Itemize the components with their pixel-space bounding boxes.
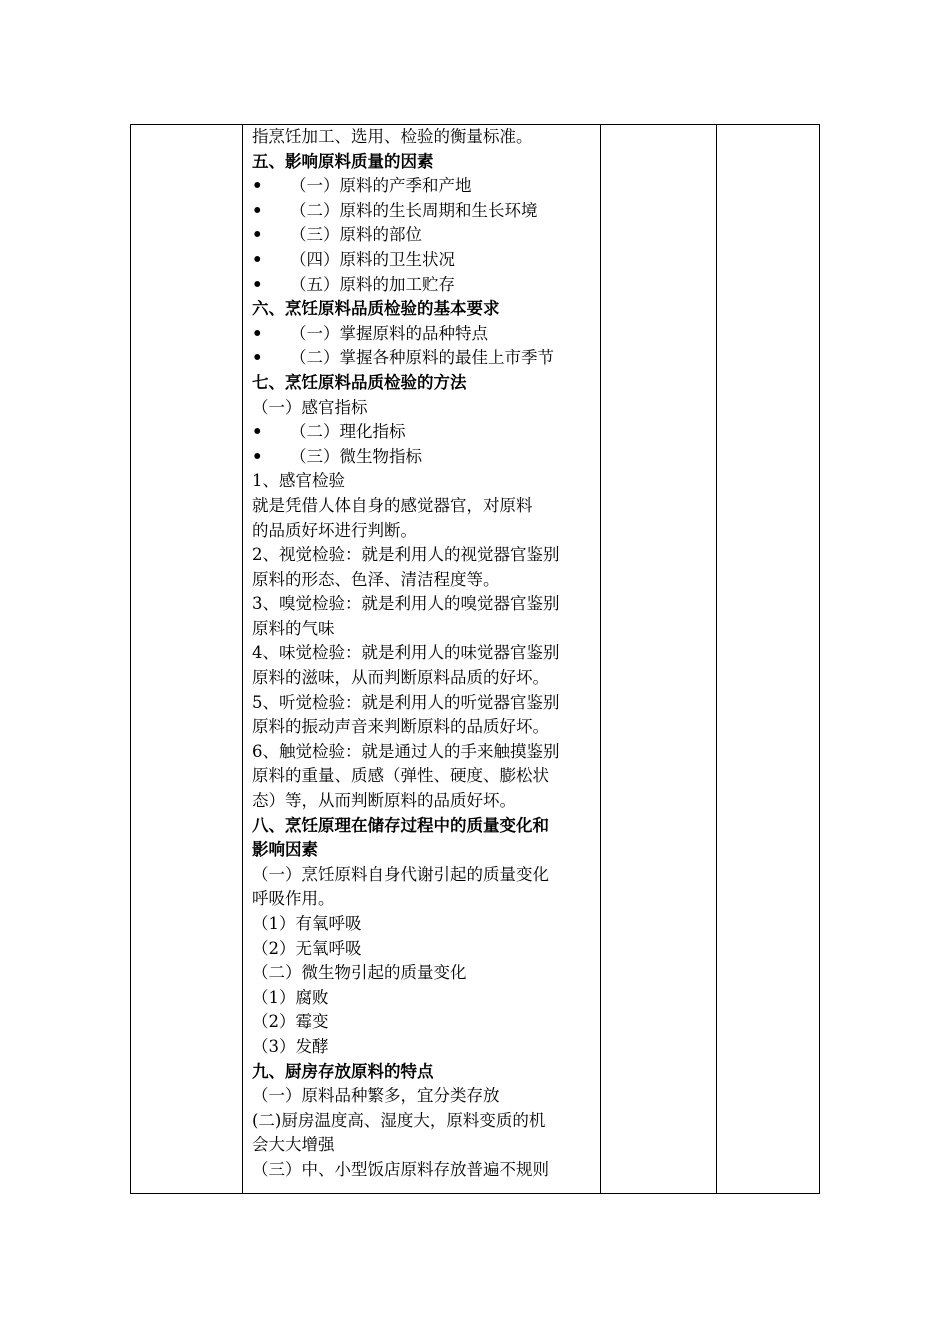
text-line: （2）无氧呼吸 bbox=[252, 938, 362, 958]
text-line: 6、触觉检验：就是通过人的手来触摸鉴别 bbox=[252, 741, 560, 761]
text-line: 3、嗅觉检验：就是利用人的嗅觉器官鉴别 bbox=[252, 594, 560, 614]
text-line: 原料的滋味，从而判断原料品质的好坏。 bbox=[252, 668, 549, 688]
text-line: （1）腐败 bbox=[252, 987, 329, 1007]
text-line: （二）微生物引起的质量变化 bbox=[252, 963, 467, 983]
text-line: 原料的重量、质感（弹性、硬度、膨松状 bbox=[252, 766, 549, 786]
text-line: 5、听觉检验：就是利用人的听觉器官鉴别 bbox=[252, 692, 560, 712]
text-line: （三）中、小型饭店原料存放普遍不规则 bbox=[252, 1159, 549, 1179]
bullet-item: • （三）原料的部位 bbox=[252, 223, 610, 248]
bullet-item: • （三）微生物指标 bbox=[252, 445, 610, 470]
bullet-item: • （二）原料的生长周期和生长环境 bbox=[252, 199, 610, 224]
text-line: 会大大增强 bbox=[252, 1135, 335, 1155]
section-heading: 六、烹饪原料品质检验的基本要求 bbox=[252, 299, 500, 319]
section-heading: 九、厨房存放原料的特点 bbox=[252, 1061, 434, 1081]
text-line: (二)厨房温度高、湿度大，原料变质的机 bbox=[252, 1110, 546, 1130]
column-divider bbox=[716, 125, 717, 1193]
lesson-plan-table bbox=[130, 124, 820, 1194]
bullet-item: • （四）原料的卫生状况 bbox=[252, 248, 610, 273]
bullet-item: • （五）原料的加工贮存 bbox=[252, 273, 610, 298]
column-divider bbox=[242, 125, 243, 1193]
text-line: 原料的振动声音来判断原料的品质好坏。 bbox=[252, 717, 549, 737]
text-line: 4、味觉检验：就是利用人的味觉器官鉴别 bbox=[252, 643, 560, 663]
bullet-item: • （二）理化指标 bbox=[252, 420, 610, 445]
bullet-item: • （一）原料的产季和产地 bbox=[252, 174, 610, 199]
bullet-item: • （二）掌握各种原料的最佳上市季节 bbox=[252, 346, 610, 371]
bullet-item: • （一）掌握原料的品种特点 bbox=[252, 322, 610, 347]
content-column bbox=[252, 125, 610, 1183]
text-line: 的品质好坏进行判断。 bbox=[252, 520, 417, 540]
text-line: （一）原料品种繁多，宜分类存放 bbox=[252, 1086, 500, 1106]
section-heading: 五、影响原料质量的因素 bbox=[252, 151, 434, 171]
text-line: （1）有氧呼吸 bbox=[252, 914, 362, 933]
text-line: 呼吸作用。 bbox=[252, 889, 335, 909]
text-line: 态）等，从而判断原料的品质好坏。 bbox=[252, 791, 516, 811]
section-heading: 影响因素 bbox=[252, 840, 318, 860]
text-line: （一）感官指标 bbox=[252, 397, 368, 417]
text-line: 原料的形态、色泽、清洁程度等。 bbox=[252, 569, 500, 589]
text-line: （3）发酵 bbox=[252, 1036, 329, 1056]
text-line: （一）烹饪原料自身代谢引起的质量变化 bbox=[252, 864, 549, 884]
text-line: 1、感官检验 bbox=[252, 471, 345, 491]
text-line: 就是凭借人体自身的感觉器官，对原料 bbox=[252, 495, 533, 515]
section-heading: 七、烹饪原料品质检验的方法 bbox=[252, 372, 467, 392]
text-line: （2）霉变 bbox=[252, 1012, 329, 1032]
text-line: 指烹饪加工、选用、检验的衡量标准。 bbox=[252, 127, 533, 146]
text-line: 原料的气味 bbox=[252, 618, 335, 638]
text-line: 2、视觉检验：就是利用人的视觉器官鉴别 bbox=[252, 545, 560, 565]
section-heading: 八、烹饪原理在储存过程中的质量变化和 bbox=[252, 815, 549, 835]
